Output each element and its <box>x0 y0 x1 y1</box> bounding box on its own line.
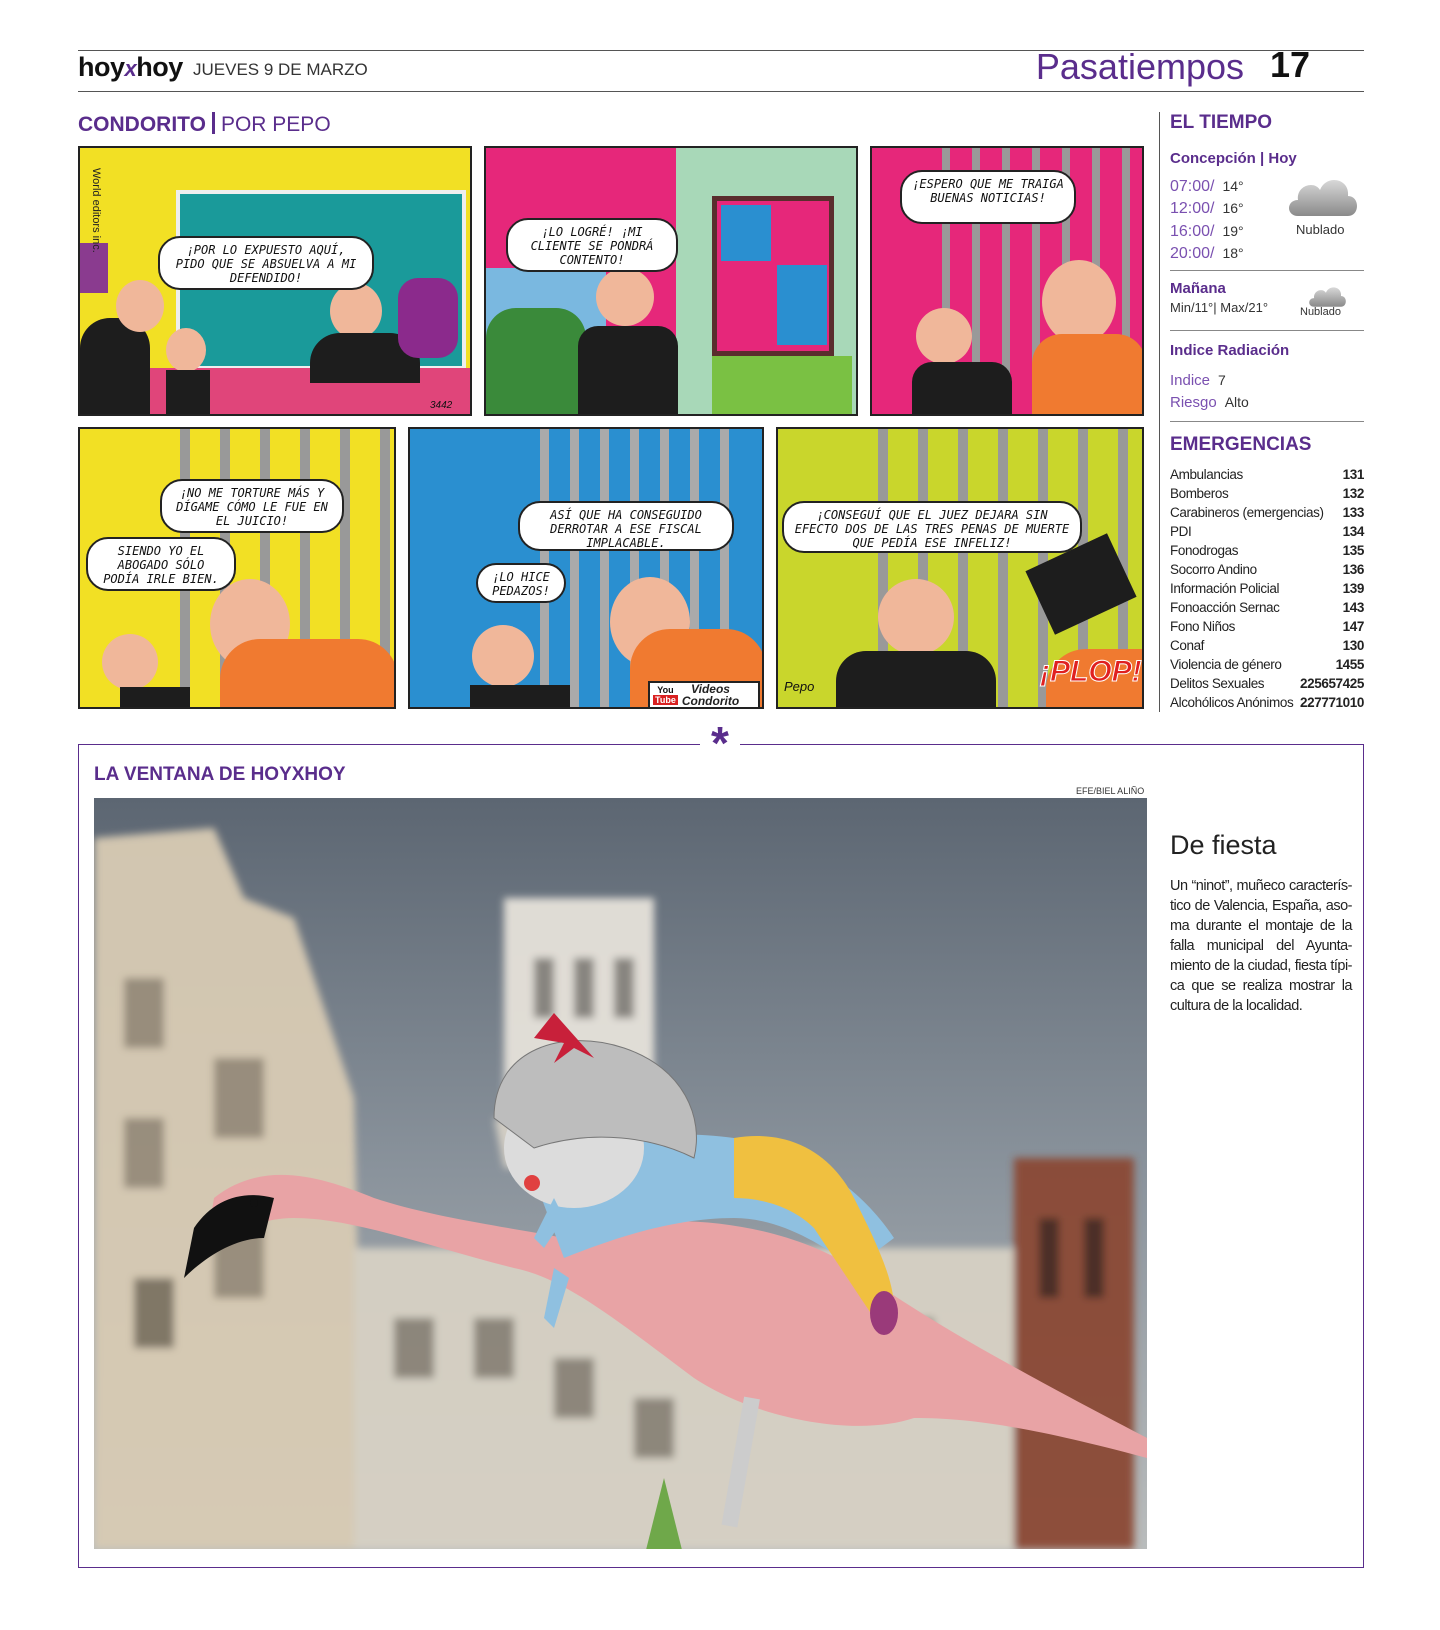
condorito-body <box>912 362 1012 416</box>
floor <box>712 356 852 416</box>
ninot-photo <box>94 798 1147 1549</box>
condorito-head <box>166 328 206 372</box>
lawyer-figure <box>80 318 150 416</box>
emergency-row: Socorro Andino 136 <box>1170 562 1364 577</box>
condorito-head <box>472 625 534 687</box>
condorito-body <box>120 687 190 709</box>
condorito-body <box>166 370 210 416</box>
emergency-row: Carabineros (emergencias) 133 <box>1170 505 1364 520</box>
plop-sfx: ¡PLOP! <box>1040 655 1142 688</box>
photo-credit: EFE/BIEL ALIÑO <box>1076 786 1145 796</box>
comic-panel-4 <box>78 427 396 709</box>
emergency-row: Delitos Sexuales 225657425 <box>1170 676 1364 691</box>
window-pane <box>721 205 771 261</box>
issue-date: JUEVES 9 DE MARZO <box>193 60 368 79</box>
asterisk-ornament: * <box>700 720 740 760</box>
page-number: 17 <box>1269 44 1310 85</box>
speech-bubble: ¡LO HICE PEDAZOS! <box>476 563 566 603</box>
emergency-row: Conaf 130 <box>1170 638 1364 653</box>
photo-illustration <box>94 798 1147 1549</box>
speech-bubble: ¡POR LO EXPUESTO AQUÍ, PIDO QUE SE ABSUELVA A MI DEFENDIDO! <box>158 236 374 290</box>
emergency-row: Ambulancias 131 <box>1170 467 1364 482</box>
police-officers <box>486 308 586 416</box>
sidebar-divider <box>1159 112 1160 712</box>
artist-signature: Pepo <box>784 679 815 694</box>
uv-index: Indice 7 <box>1170 372 1226 389</box>
tomorrow-minmax: Min/11°| Max/21° <box>1170 300 1269 315</box>
speech-bubble: ¡CONSEGUÍ QUE EL JUEZ DEJARA SIN EFECTO DOS DE LAS TRES PENAS DE MUERTE QUE PEDÍA ESE INFELIZ! <box>782 501 1082 553</box>
thought-bubble: ¡LO LOGRÉ! ¡MI CLIENTE SE PONDRÁ CONTENTO! <box>506 218 678 272</box>
prisoner-head <box>1042 260 1116 344</box>
condorito-head <box>102 634 158 690</box>
copyright-text: World editors inc. <box>90 168 102 253</box>
caption-body: Un “ninot”, muñeco caracterís-tico de Valencia, España, aso-ma durante el montaje de la falla municipal del Ayunta-miento de la ciudad, fiesta típi-ca que se realiza mostrar la cultura de la localidad. <box>1170 878 1352 1014</box>
section-title: Pasatiempos <box>1035 46 1244 87</box>
forecast-hour: 16:00/ 19° <box>1170 223 1244 240</box>
tomorrow-label: Mañana <box>1170 280 1226 297</box>
forecast-hour: 12:00/ 16° <box>1170 200 1244 217</box>
ventana-heading: LA VENTANA DE HOYXHOY <box>94 764 346 785</box>
forecast-hour: 07:00/ 14° <box>1170 178 1244 195</box>
youtube-badge[interactable]: You Tube Videos Condorito <box>648 681 760 709</box>
condorito-head <box>878 579 954 655</box>
speech-bubble: ¡NO ME TORTURE MÁS Y DÍGAME CÓMO LE FUE EN EL JUICIO! <box>160 479 344 533</box>
condorito-body <box>470 685 570 709</box>
lawyer-head <box>116 280 164 332</box>
uv-heading: Indice Radiación <box>1170 342 1290 359</box>
judge-head <box>330 283 382 339</box>
emergency-row: Bomberos 132 <box>1170 486 1364 501</box>
comic-title: CONDORITO POR PEPO <box>78 113 331 136</box>
comic-panel-3 <box>870 146 1144 416</box>
newspaper-logo: hoyxhoy <box>78 52 183 82</box>
emergency-row: Fono Niños 147 <box>1170 619 1364 634</box>
strip-number: 3442 <box>430 400 453 411</box>
today-condition: Nublado <box>1296 222 1345 237</box>
window-frame <box>712 196 834 356</box>
emergency-row: Información Policial 139 <box>1170 581 1364 596</box>
cloud-icon <box>1284 170 1360 222</box>
caption-title: De fiesta <box>1170 830 1277 860</box>
weather-location: Concepción | Hoy <box>1170 150 1297 167</box>
forecast-hour: 20:00/ 18° <box>1170 245 1244 262</box>
emergency-row: Violencia de género 1455 <box>1170 657 1364 672</box>
weather-heading: EL TIEMPO <box>1170 112 1273 133</box>
emergency-row: PDI 134 <box>1170 524 1364 539</box>
comic-panel-2 <box>484 146 858 416</box>
tomorrow-condition: Nublado <box>1300 306 1341 318</box>
uv-risk: Riesgo Alto <box>1170 394 1249 411</box>
speech-bubble: ¡ESPERO QUE ME TRAIGA BUENAS NOTICIAS! <box>900 170 1076 224</box>
youtube-icon: You Tube <box>655 685 676 705</box>
emergency-row: Alcohólicos Anónimos 227771010 <box>1170 695 1364 710</box>
header-bottom-rule <box>78 91 1364 92</box>
prisoner-body <box>220 639 396 709</box>
condorito-body <box>836 651 996 709</box>
prisoner-body <box>1032 334 1144 416</box>
condorito-head <box>916 308 972 364</box>
emergencies-heading: EMERGENCIAS <box>1170 434 1312 455</box>
comic-panel-1 <box>78 146 472 416</box>
speech-bubble: SIENDO YO EL ABOGADO SÓLO PODÍA IRLE BIEN. <box>86 537 236 591</box>
condorito-body <box>578 326 678 416</box>
comic-panel-6 <box>776 427 1144 709</box>
comic-panel-5 <box>408 427 764 709</box>
speech-bubble: ASÍ QUE HA CONSEGUIDO DERROTAR A ESE FISCAL IMPLACABLE. <box>518 501 734 551</box>
emergency-row: Fonodrogas 135 <box>1170 543 1364 558</box>
emergency-row: Fonoacción Sernac 143 <box>1170 600 1364 615</box>
condorito-head <box>596 268 654 326</box>
judge-chair <box>398 278 458 358</box>
window-pane <box>777 265 827 345</box>
